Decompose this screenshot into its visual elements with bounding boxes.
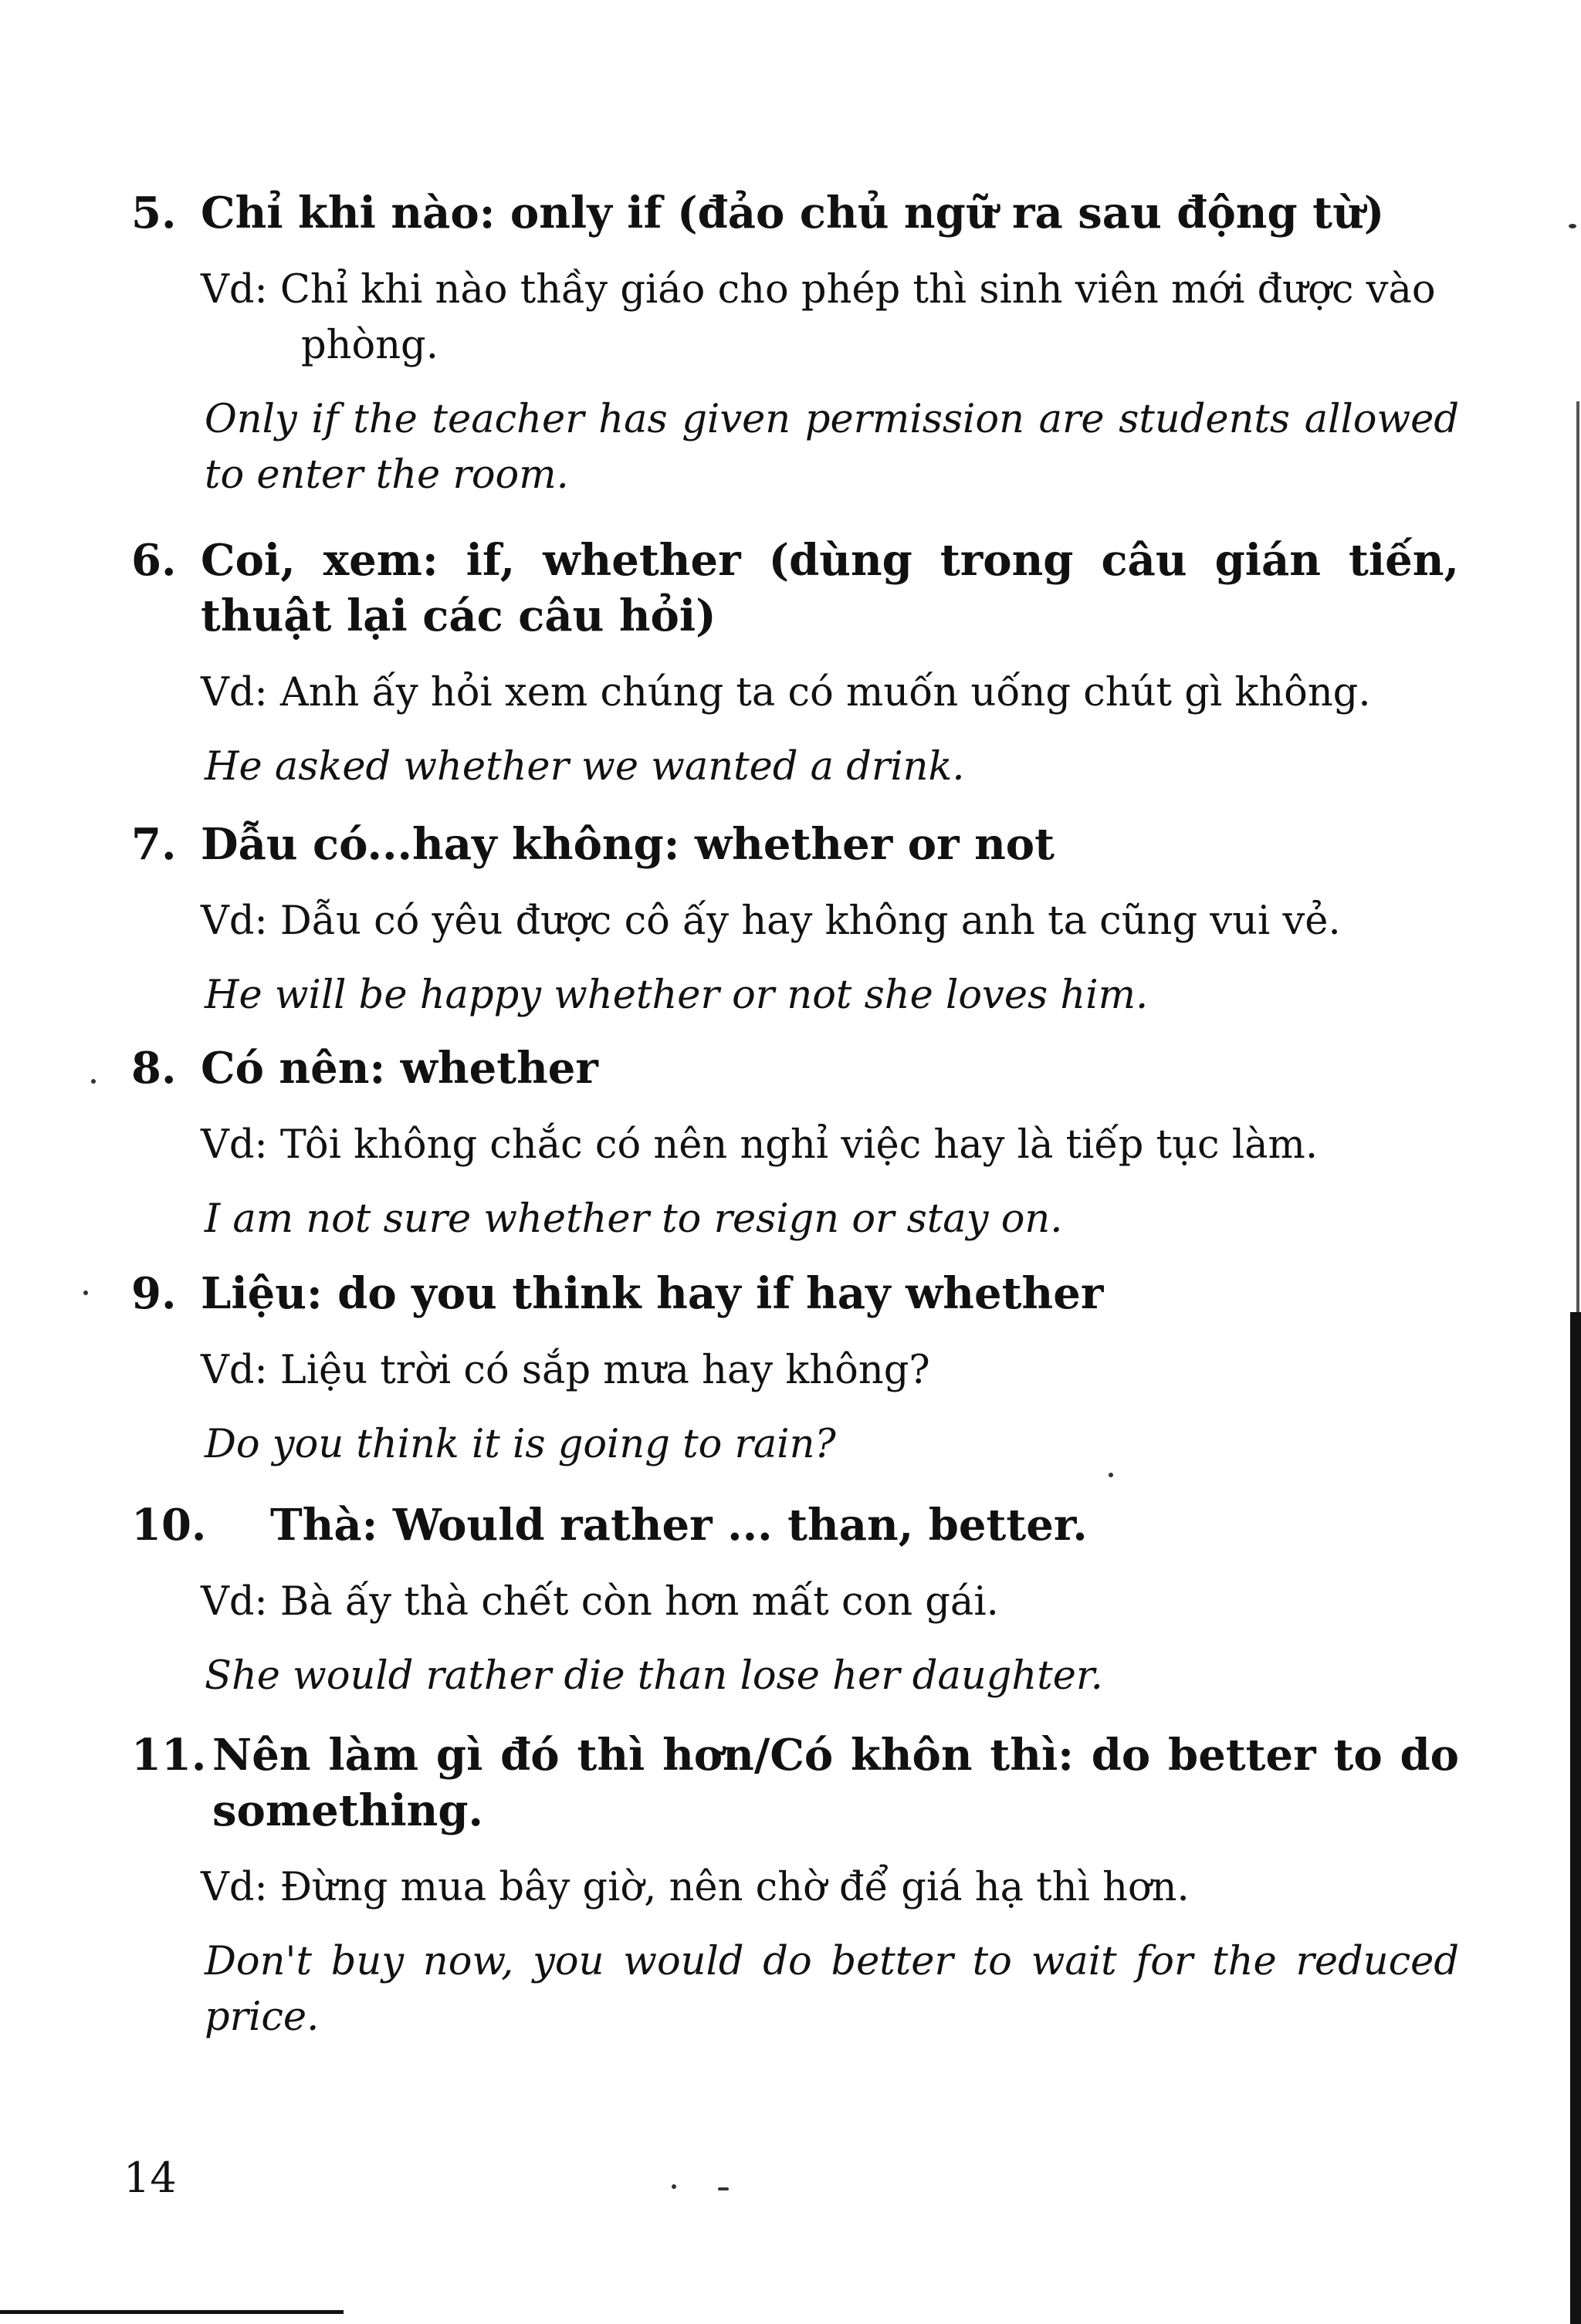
entry-11 [131, 1727, 1459, 2045]
entry-title: Có nên: whether [201, 1043, 598, 1094]
entry-number: 5. [131, 188, 177, 238]
example-vietnamese-text: Vd: Chỉ khi nào thầy giáo cho phép thì sinh viên mới được vào phòng. [201, 267, 1436, 368]
example-vietnamese-text: Vd: Liệu trời có sắp mưa hay không? [201, 1348, 930, 1393]
example-english: Don't buy now, you would do better to wait for the reduced price. [205, 1939, 1459, 2040]
scan-speck [1569, 224, 1576, 228]
bottom-rule [0, 2310, 344, 2314]
scan-edge-thin [1576, 401, 1579, 1312]
entry-10 [131, 1497, 1459, 1704]
entry-title: Dẫu có...hay không: whether or not [201, 819, 1055, 870]
example-vietnamese-text: Vd: Dẫu có yêu được cô ấy hay không anh ta cũng vui vẻ. [201, 898, 1341, 944]
entry-8 [131, 1040, 1459, 1247]
example-english: Do you think it is going to rain? [205, 1422, 836, 1467]
scan-speck [718, 2187, 729, 2190]
example-english: He asked whether we wanted a drink. [205, 744, 965, 790]
example-vietnamese-text: Vd: Đừng mua bây giờ, nên chờ để giá hạ thì hơn. [201, 1865, 1190, 1910]
entry-number: 6. [131, 535, 177, 586]
entry-title: Nên làm gì đó thì hơn/Có khôn thì: do better to do something. [212, 1730, 1459, 1836]
entry-heading [131, 1266, 1459, 1321]
example-english: She would rather die than lose her daughter. [205, 1653, 1103, 1699]
scan-speck [1109, 1473, 1113, 1477]
example-vietnamese [201, 1575, 1459, 1630]
example-vietnamese [201, 1118, 1459, 1173]
example-english: He will be happy whether or not she loves him. [205, 973, 1149, 1018]
example-english: Only if the teacher has given permission are students allowed to enter the room. [205, 397, 1459, 498]
example-vietnamese-text: Vd: Anh ấy hỏi xem chúng ta có muốn uống chút gì không. [201, 670, 1371, 715]
example-vietnamese [201, 1343, 1459, 1399]
scan-speck [83, 1291, 88, 1295]
example-vietnamese-text: Vd: Tôi không chắc có nên nghỉ việc hay là tiếp tục làm. [201, 1122, 1319, 1168]
entry-number: 9. [131, 1268, 177, 1319]
entry-title: Thà: Would rather ... than, better. [270, 1500, 1088, 1551]
entry-number: 10. [131, 1500, 207, 1551]
entry-title: Chỉ khi nào: only if (đảo chủ ngữ ra sau động từ) [201, 188, 1385, 238]
scan-edge-shadow [1570, 1312, 1581, 2324]
entry-heading [131, 1727, 1459, 1839]
entry-title: Coi, xem: if, whether (dùng trong câu gián tiến, thuật lại các câu hỏi) [201, 535, 1459, 641]
entry-9 [131, 1266, 1459, 1473]
entry-number: 7. [131, 819, 177, 870]
entry-number: 11. [131, 1730, 207, 1781]
scan-speck [672, 2184, 676, 2189]
entry-6 [131, 533, 1459, 795]
entry-heading [131, 533, 1459, 644]
entry-7 [131, 817, 1459, 1023]
example-vietnamese-text: Vd: Bà ấy thà chết còn hơn mất con gái. [201, 1579, 999, 1625]
entry-5 [131, 185, 1459, 503]
entry-heading [131, 1040, 1459, 1096]
entry-number: 8. [131, 1043, 177, 1094]
entry-heading [131, 817, 1459, 872]
entry-heading [131, 1497, 1459, 1553]
scan-speck [91, 1079, 96, 1084]
page-number: 14 [124, 2153, 177, 2202]
example-english: I am not sure whether to resign or stay on. [205, 1196, 1063, 1242]
example-vietnamese [201, 665, 1459, 721]
entry-title: Liệu: do you think hay if hay whether [201, 1268, 1104, 1319]
example-vietnamese [201, 894, 1459, 949]
example-vietnamese [201, 1860, 1459, 1916]
entry-heading [131, 185, 1459, 241]
example-vietnamese [201, 262, 1459, 374]
